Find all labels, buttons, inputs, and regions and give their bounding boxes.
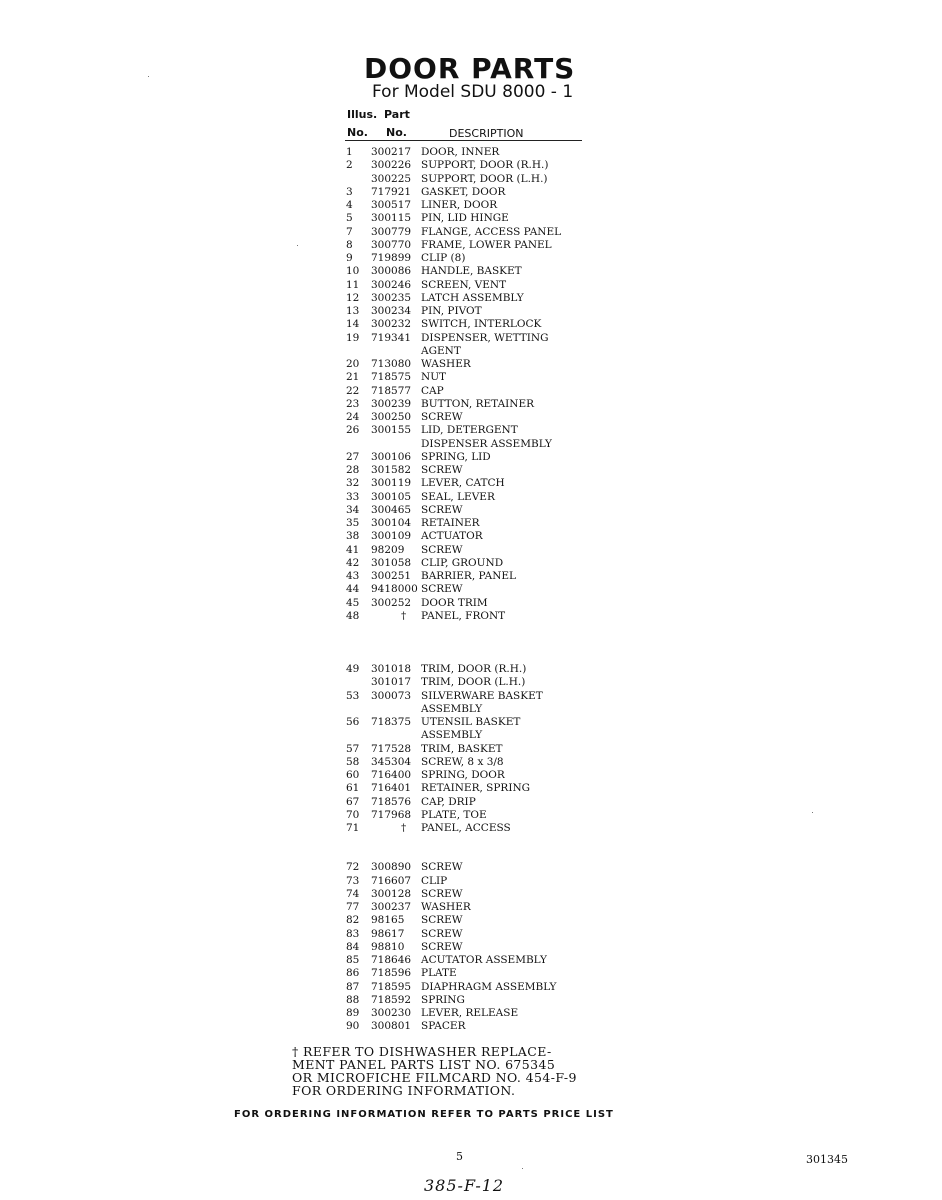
document-number: 301345 — [806, 1153, 848, 1166]
illus-number: 22 — [346, 384, 360, 397]
header-description: DESCRIPTION — [449, 127, 524, 140]
illus-number: 88 — [346, 993, 360, 1006]
part-description: CAP, DRIP — [421, 795, 476, 808]
part-number: 716400 — [371, 769, 412, 781]
part-number: 300115 — [371, 212, 412, 225]
part-number: 718375 — [371, 716, 412, 728]
part-description: SUPPORT, DOOR (L.H.) — [421, 172, 548, 185]
illus-number: 57 — [346, 742, 360, 755]
part-number: 717968 — [371, 808, 412, 821]
part-number: 300105 — [371, 490, 412, 503]
part-description: DOOR TRIM — [421, 596, 488, 609]
part-number: 9418000 — [371, 583, 418, 596]
part-description: CLIP, GROUND — [421, 556, 504, 569]
illus-number: 35 — [346, 517, 360, 529]
illus-number: 32 — [346, 477, 360, 490]
part-description: UTENSIL BASKET — [421, 716, 521, 728]
part-description: WASHER — [421, 901, 471, 913]
part-number: 300109 — [371, 530, 412, 543]
part-description: SCREW, 8 x 3/8 — [421, 755, 504, 768]
illus-number: 85 — [346, 954, 360, 966]
part-number: 300246 — [371, 278, 412, 291]
part-number: 300890 — [371, 861, 412, 874]
part-number: 300770 — [371, 238, 412, 251]
part-description: BUTTON, RETAINER — [421, 397, 535, 410]
part-number: 300217 — [371, 146, 412, 158]
part-number: 718596 — [371, 967, 412, 980]
part-description: TRIM, DOOR (R.H.) — [421, 663, 527, 675]
illus-number: 10 — [346, 265, 360, 278]
page-number: 5 — [456, 1150, 463, 1163]
illus-number: 83 — [346, 927, 360, 940]
part-description: RETAINER, SPRING — [421, 782, 531, 795]
part-number: 301018 — [371, 663, 412, 675]
part-number: 300801 — [371, 1020, 412, 1033]
part-description: WASHER — [421, 358, 471, 370]
part-description: SWITCH, INTERLOCK — [421, 318, 542, 331]
part-description: SCREW — [421, 503, 463, 516]
page-title: DOOR PARTS — [364, 52, 576, 85]
part-number: 716401 — [371, 782, 412, 795]
illus-number: 27 — [346, 450, 360, 463]
part-number: 301582 — [371, 464, 412, 476]
part-description: SCREW — [421, 411, 463, 423]
illus-number: 56 — [346, 716, 360, 728]
part-number: 300128 — [371, 887, 412, 900]
header-illus: Illus. — [347, 108, 378, 121]
footnote-line: MENT PANEL PARTS LIST NO. 675345 — [292, 1057, 556, 1072]
part-description: PANEL, FRONT — [421, 609, 506, 622]
part-description: SCREW — [421, 887, 463, 900]
illus-number: 58 — [346, 755, 360, 768]
illus-number: 34 — [346, 503, 360, 516]
illus-number: 43 — [346, 570, 360, 582]
part-description: DOOR, INNER — [421, 146, 500, 158]
footnote — [292, 1045, 592, 1097]
part-number: 300073 — [371, 689, 412, 702]
part-number: 301058 — [371, 556, 412, 569]
illus-number: 87 — [346, 980, 360, 993]
illus-number: 9 — [346, 252, 353, 264]
footnote-line: † REFER TO DISHWASHER REPLACE- — [292, 1044, 552, 1059]
illus-number: 70 — [346, 808, 360, 821]
part-description: SPRING, LID — [421, 450, 491, 463]
illus-number: 2 — [346, 159, 353, 172]
part-description: ACTUATOR — [421, 530, 483, 543]
part-number: 98810 — [371, 940, 405, 953]
part-number: 719341 — [371, 331, 412, 344]
part-description: PLATE, TOE — [421, 808, 487, 821]
illus-number: 74 — [346, 887, 360, 900]
part-number: 300251 — [371, 570, 412, 582]
part-number: 301017 — [371, 676, 412, 689]
part-description: SUPPORT, DOOR (R.H.) — [421, 159, 549, 172]
illus-number: 4 — [346, 199, 353, 211]
illus-number: 1 — [346, 146, 353, 158]
part-description: SCREW — [421, 940, 463, 953]
part-description: BARRIER, PANEL — [421, 570, 517, 582]
header-part: Part — [384, 108, 410, 121]
part-description: LATCH ASSEMBLY — [421, 291, 524, 304]
illus-number: 21 — [346, 371, 360, 384]
header-no: No. — [347, 126, 368, 139]
illus-number: 82 — [346, 914, 360, 927]
part-description: ACUTATOR ASSEMBLY — [421, 954, 547, 966]
scan-speck — [812, 812, 813, 813]
illus-number: 89 — [346, 1007, 360, 1019]
part-number: 345304 — [371, 755, 412, 768]
part-number: 718575 — [371, 371, 412, 384]
part-description: DISPENSER ASSEMBLY — [421, 437, 552, 450]
part-description: GASKET, DOOR — [421, 185, 506, 198]
part-description: FLANGE, ACCESS PANEL — [421, 225, 562, 238]
part-number: 300232 — [371, 318, 412, 331]
illus-number: 71 — [346, 822, 360, 834]
part-description: LEVER, CATCH — [421, 477, 505, 490]
part-description: SCREW — [421, 927, 463, 940]
part-number: 98165 — [371, 914, 405, 927]
part-description: SCREEN, VENT — [421, 278, 507, 291]
illus-number: 44 — [346, 583, 360, 596]
scan-speck — [297, 245, 298, 246]
illus-number: 86 — [346, 967, 360, 980]
illus-number: 23 — [346, 397, 360, 410]
part-number: 300252 — [371, 596, 412, 609]
illus-number: 45 — [346, 596, 360, 609]
part-number: 300234 — [371, 305, 412, 317]
part-number: 717528 — [371, 742, 412, 755]
part-description: PIN, PIVOT — [421, 305, 482, 317]
part-description: SPACER — [421, 1020, 466, 1033]
part-number: † — [401, 822, 407, 834]
part-description: ASSEMBLY — [421, 729, 483, 742]
part-number: 300250 — [371, 411, 412, 423]
handwritten-note: 385-F-12 — [424, 1176, 505, 1195]
part-description: RETAINER — [421, 517, 480, 529]
part-description: HANDLE, BASKET — [421, 265, 522, 278]
part-description: PIN, LID HINGE — [421, 212, 509, 225]
part-number: 300225 — [371, 172, 412, 185]
part-description: SCREW — [421, 583, 463, 596]
part-description: LEVER, RELEASE — [421, 1007, 519, 1019]
part-description: SCREW — [421, 914, 463, 927]
part-description: AGENT — [421, 344, 461, 357]
part-number: 718646 — [371, 954, 412, 966]
footnote-line: OR MICROFICHE FILMCARD NO. 454-F-9 — [292, 1070, 577, 1085]
illus-number: 49 — [346, 663, 360, 675]
part-number: 300155 — [371, 424, 412, 437]
part-number: 300517 — [371, 199, 412, 211]
part-description: ASSEMBLY — [421, 702, 483, 715]
illus-number: 24 — [346, 411, 360, 423]
part-description: SILVERWARE BASKET — [421, 689, 543, 702]
illus-number: 60 — [346, 769, 360, 781]
part-number: 718576 — [371, 795, 412, 808]
part-number: 300235 — [371, 291, 412, 304]
illus-number: 61 — [346, 782, 360, 795]
illus-number: 73 — [346, 874, 360, 887]
part-number: 300106 — [371, 450, 412, 463]
illus-number: 19 — [346, 331, 360, 344]
part-number: 717921 — [371, 185, 412, 198]
part-number: 713080 — [371, 358, 412, 370]
part-number: 718577 — [371, 384, 412, 397]
part-number: 300226 — [371, 159, 412, 172]
illus-number: 7 — [346, 225, 353, 238]
part-number: 98617 — [371, 927, 405, 940]
part-description: LID, DETERGENT — [421, 424, 518, 437]
part-description: PANEL, ACCESS — [421, 822, 511, 834]
header-part-no: No. — [386, 126, 407, 139]
illus-number: 67 — [346, 795, 360, 808]
part-description: SEAL, LEVER — [421, 490, 495, 503]
part-number: 300237 — [371, 901, 412, 913]
part-description: SCREW — [421, 543, 463, 556]
part-description: CLIP (8) — [421, 252, 466, 264]
illus-number: 38 — [346, 530, 360, 543]
illus-number: 3 — [346, 185, 353, 198]
part-description: SPRING — [421, 993, 465, 1006]
part-description: DIAPHRAGM ASSEMBLY — [421, 980, 557, 993]
illus-number: 33 — [346, 490, 360, 503]
part-number: 300104 — [371, 517, 412, 529]
illus-number: 13 — [346, 305, 360, 317]
illus-number: 72 — [346, 861, 360, 874]
illus-number: 84 — [346, 940, 360, 953]
part-description: TRIM, BASKET — [421, 742, 503, 755]
illus-number: 41 — [346, 543, 360, 556]
illus-number: 26 — [346, 424, 360, 437]
part-number: 718595 — [371, 980, 412, 993]
part-number: 719899 — [371, 252, 412, 264]
illus-number: 5 — [346, 212, 353, 225]
illus-number: 14 — [346, 318, 360, 331]
illus-number: 90 — [346, 1020, 360, 1033]
part-number: † — [401, 609, 407, 622]
part-number: 98209 — [371, 543, 405, 556]
illus-number: 12 — [346, 291, 360, 304]
part-description: PLATE — [421, 967, 457, 980]
illus-number: 48 — [346, 609, 360, 622]
part-description: CAP — [421, 384, 444, 397]
illus-number: 53 — [346, 689, 360, 702]
part-number: 300465 — [371, 503, 412, 516]
illus-number: 20 — [346, 358, 360, 370]
part-number: 300779 — [371, 225, 412, 238]
illus-number: 11 — [346, 278, 360, 291]
scan-speck — [148, 76, 149, 77]
illus-number: 8 — [346, 238, 353, 251]
part-description: LINER, DOOR — [421, 199, 498, 211]
part-number: 300119 — [371, 477, 412, 490]
part-description: SPRING, DOOR — [421, 769, 505, 781]
illus-number: 42 — [346, 556, 360, 569]
part-number: 718592 — [371, 993, 412, 1006]
part-description: FRAME, LOWER PANEL — [421, 238, 552, 251]
part-number: 300239 — [371, 397, 412, 410]
part-description: NUT — [421, 371, 447, 384]
footnote-line: FOR ORDERING INFORMATION. — [292, 1083, 516, 1098]
part-number: 300086 — [371, 265, 412, 278]
part-description: SCREW — [421, 861, 463, 874]
part-description: DISPENSER, WETTING — [421, 331, 549, 344]
part-description: SCREW — [421, 464, 463, 476]
part-number: 716607 — [371, 874, 412, 887]
part-description: CLIP — [421, 874, 448, 887]
part-number: 300230 — [371, 1007, 412, 1019]
ordering-info: FOR ORDERING INFORMATION REFER TO PARTS PRICE LIST — [234, 1109, 614, 1120]
illus-number: 77 — [346, 901, 360, 913]
part-description: TRIM, DOOR (L.H.) — [421, 676, 526, 689]
scan-speck — [522, 1168, 523, 1169]
illus-number: 28 — [346, 464, 360, 476]
model-subtitle: For Model SDU 8000 - 1 — [372, 82, 574, 102]
